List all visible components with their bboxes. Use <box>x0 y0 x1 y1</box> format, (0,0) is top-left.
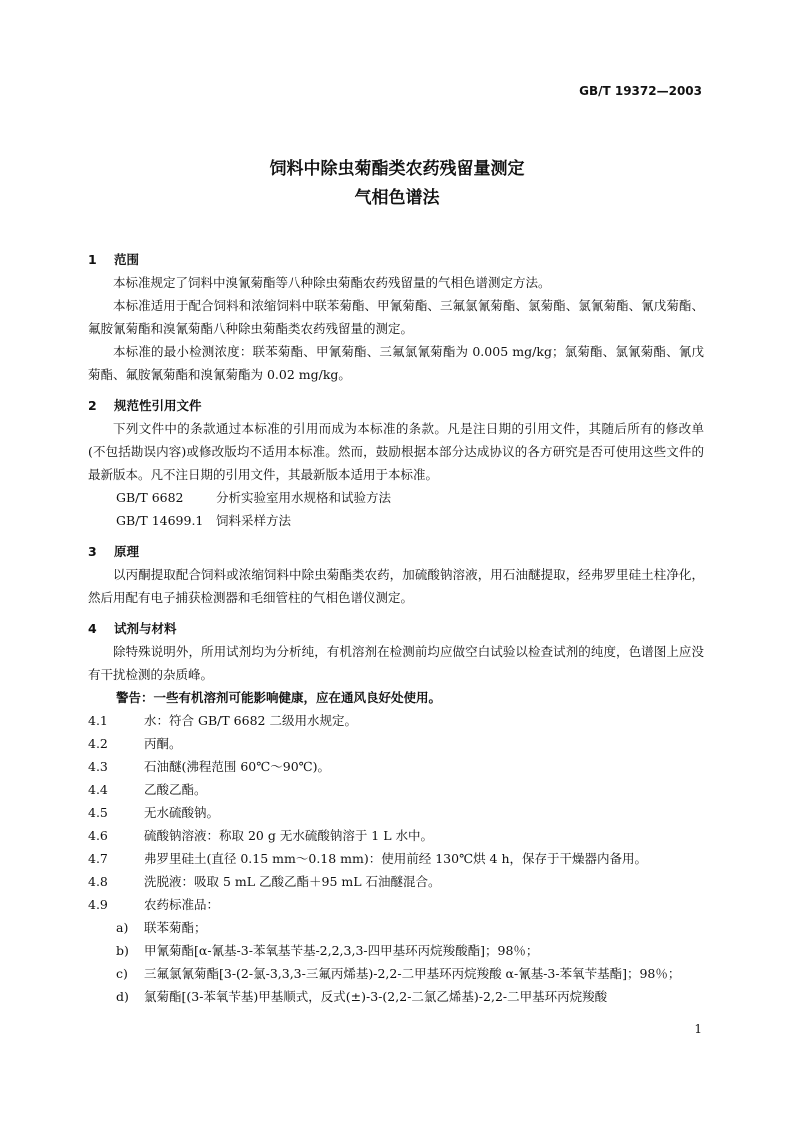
sub-item-text: 联苯菊酯； <box>144 920 207 935</box>
list-item <box>88 893 704 916</box>
list-item <box>88 732 704 755</box>
sub-list-item <box>88 985 704 1008</box>
paragraph: 本标准的最小检测浓度：联苯菊酯、甲氰菊酯、三氟氯氰菊酯为 0.005 mg/kg；氯菊酯、氯氰菊酯、氰戊菊酯、氟胺氰菊酯和溴氰菊酯为 0.02 mg/kg。 <box>88 344 704 382</box>
item-text: 丙酮。 <box>144 736 182 751</box>
section-number: 4 <box>88 621 97 636</box>
item-text: 弗罗里硅土(直径 0.15 mm～0.18 mm)：使用前经 130℃烘 4 h，保存于干燥器内备用。 <box>144 851 648 866</box>
item-text: 乙酸乙酯。 <box>144 782 207 797</box>
list-item <box>88 709 704 732</box>
section-title: 试剂与材料 <box>114 621 177 636</box>
item-number: 4.9 <box>88 897 108 912</box>
document-title: 饲料中除虫菊酯类农药残留量测定 <box>269 159 525 179</box>
section-1-heading <box>88 248 704 271</box>
sub-list-item <box>88 962 704 985</box>
sub-item-text: 氯菊酯[(3-苯氧苄基)甲基顺式，反式(±)-3-(2,2-二氯乙烯基)-2,2-二甲基环丙烷羧酸 <box>144 989 608 1004</box>
document-subtitle: 气相色谱法 <box>354 188 440 208</box>
list-item <box>88 847 704 870</box>
standard-number: GB/T 19372—2003 <box>579 84 702 98</box>
page-number: 1 <box>694 1022 702 1036</box>
list-item <box>88 870 704 893</box>
list-item <box>88 778 704 801</box>
paragraph: 本标准规定了饲料中溴氰菊酯等八种除虫菊酯农药残留量的气相色谱测定方法。 <box>113 275 551 290</box>
section-4-heading <box>88 617 704 640</box>
list-item <box>88 801 704 824</box>
sub-item-label: a) <box>116 920 129 935</box>
item-text: 石油醚(沸程范围 60℃～90℃)。 <box>144 759 331 774</box>
sub-item-label: d) <box>116 989 129 1004</box>
section-title: 规范性引用文件 <box>114 398 202 413</box>
reference-item <box>88 509 704 532</box>
paragraph: 除特殊说明外，所用试剂均为分析纯，有机溶剂在检测前均应做空白试验以检查试剂的纯度，色谱图上应没有干扰检测的杂质峰。 <box>88 644 704 682</box>
paragraph: 下列文件中的条款通过本标准的引用而成为本标准的条款。凡是注日期的引用文件，其随后所有的修改单(不包括勘误内容)或修改版均不适用本标准。然而，鼓励根据本部分达成协议的各方研究是否可使用这些文件的最新版本。凡不注日期的引用文件，其最新版本适用于本标准。 <box>88 421 704 482</box>
section-number: 1 <box>88 252 97 267</box>
sub-item-text: 三氟氯氰菊酯[3-(2-氯-3,3,3-三氟丙烯基)-2,2-二甲基环丙烷羧酸 α-氰基-3-苯氧苄基酯]；98％； <box>144 966 681 981</box>
item-number: 4.7 <box>88 851 108 866</box>
item-text: 洗脱液：吸取 5 mL 乙酸乙酯＋95 mL 石油醚混合。 <box>144 874 441 889</box>
item-number: 4.6 <box>88 828 108 843</box>
item-number: 4.1 <box>88 713 108 728</box>
section-2-heading <box>88 394 704 417</box>
section-title: 范围 <box>114 252 140 267</box>
paragraph: 以丙酮提取配合饲料或浓缩饲料中除虫菊酯类农药，加硫酸钠溶液，用石油醚提取，经弗罗里硅土柱净化，然后用配有电子捕获检测器和毛细管柱的气相色谱仪测定。 <box>88 567 704 605</box>
item-text: 水：符合 GB/T 6682 二级用水规定。 <box>144 713 357 728</box>
section-title: 原理 <box>114 544 140 559</box>
section-number: 2 <box>88 398 97 413</box>
item-number: 4.5 <box>88 805 108 820</box>
section-3-heading <box>88 540 704 563</box>
list-item <box>88 824 704 847</box>
sub-item-label: c) <box>116 966 128 981</box>
item-number: 4.2 <box>88 736 108 751</box>
sub-list-item <box>88 939 704 962</box>
item-text: 农药标准品： <box>144 897 220 912</box>
item-text: 无水硫酸钠。 <box>144 805 220 820</box>
reference-code: GB/T 14699.1 <box>116 513 204 528</box>
sub-list-item <box>88 916 704 939</box>
item-number: 4.4 <box>88 782 108 797</box>
warning-note: 警告：一些有机溶剂可能影响健康，应在通风良好处使用。 <box>116 690 442 705</box>
sub-item-text: 甲氰菊酯[α-氰基-3-苯氧基苄基-2,2,3,3-四甲基环丙烷羧酸酯]；98％； <box>144 943 539 958</box>
item-text: 硫酸钠溶液：称取 20 g 无水硫酸钠溶于 1 L 水中。 <box>144 828 434 843</box>
item-number: 4.8 <box>88 874 108 889</box>
paragraph: 本标准适用于配合饲料和浓缩饲料中联苯菊酯、甲氰菊酯、三氟氯氰菊酯、氯菊酯、氯氰菊酯、氰戊菊酯、氟胺氰菊酯和溴氰菊酯八种除虫菊酯类农药残留量的测定。 <box>88 298 704 336</box>
document-body <box>88 248 704 1008</box>
reference-name: 分析实验室用水规格和试验方法 <box>216 490 392 505</box>
reference-name: 饲料采样方法 <box>216 513 292 528</box>
reference-code: GB/T 6682 <box>116 490 184 505</box>
list-item <box>88 755 704 778</box>
item-number: 4.3 <box>88 759 108 774</box>
sub-item-label: b) <box>116 943 129 958</box>
reference-item <box>88 486 704 509</box>
section-number: 3 <box>88 544 97 559</box>
